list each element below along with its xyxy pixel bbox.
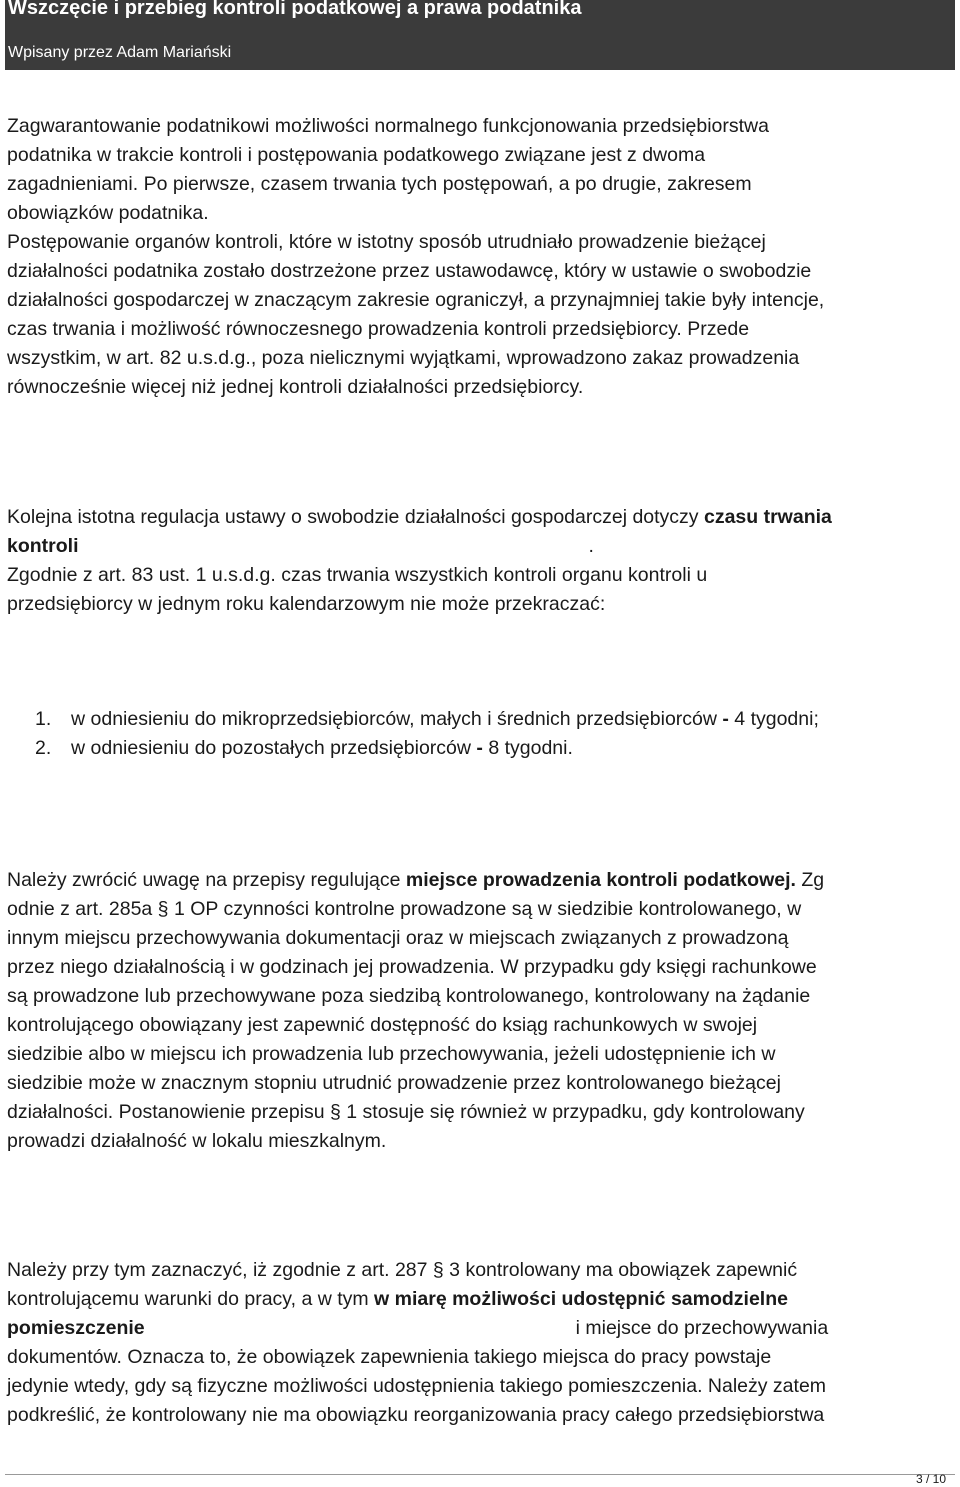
bold-phrase: czasu trwania [703, 506, 832, 528]
text-run: Zg [795, 869, 825, 891]
text-line: podkreślić, że kontrolowany nie ma obowiązku reorganizowania pracy całego przedsiębiorstwa [7, 1404, 825, 1426]
text-line: przedsiębiorcy w jednym roku kalendarzowym nie może przekraczać: [7, 593, 606, 615]
text-line [7, 866, 955, 895]
text-run: Należy zwrócić uwagę na przepisy regulujące [7, 869, 406, 891]
text-line: działalności gospodarczej w znaczącym zakresie ograniczył, a przynajmniej takie były intencje, [7, 289, 825, 311]
text-line [7, 1314, 955, 1343]
paragraph-place [7, 866, 955, 1156]
list-text: w odniesieniu do pozostałych przedsiębiorców [71, 737, 477, 759]
bold-phrase: miejsce prowadzenia kontroli podatkowej. [405, 869, 796, 891]
text-run: . [588, 535, 594, 557]
text-line [7, 1285, 955, 1314]
text-run: i miejsce do przechowywania [575, 1317, 829, 1339]
text-line [7, 532, 955, 561]
text-line: działalności. Postanowienie przepisu § 1 stosuje się również w przypadku, gdy kontrolowany [7, 1101, 805, 1123]
text-line: siedzibie może w znacznym stopniu utrudnić prowadzenie przez kontrolowanego bieżącej [7, 1072, 781, 1094]
text-line: Należy przy tym zaznaczyć, iż zgodnie z art. 287 § 3 kontrolowany ma obowiązek zapewnić [7, 1259, 798, 1281]
text-line: czas trwania i możliwość równoczesnego prowadzenia kontroli przedsiębiorcy. Przede [7, 318, 750, 340]
paragraph-workspace [7, 1256, 955, 1430]
text-line: wszystkim, w art. 82 u.s.d.g., poza nielicznymi wyjątkami, wprowadzono zakaz prowadzenia [7, 347, 800, 369]
text-line: prowadzi działalność w lokalu mieszkalnym. [7, 1130, 387, 1152]
list-number: 2. [35, 737, 52, 759]
text-line: Zgodnie z art. 83 ust. 1 u.s.d.g. czas trwania wszystkich kontroli organu kontroli u [7, 564, 708, 586]
text-line: podatnika w trakcie kontroli i postępowania podatkowego związane jest z dwoma [7, 144, 706, 166]
footer-divider [5, 1474, 955, 1475]
text-line: kontrolującego obowiązany jest zapewnić dostępność do ksiąg rachunkowych w swojej [7, 1014, 758, 1036]
text-line [7, 503, 955, 532]
text-line: działalności podatnika zostało dostrzeżone przez ustawodawcę, który w ustawie o swobodzie [7, 260, 812, 282]
text-line: innym miejscu przechowywania dokumentacji oraz w miejscach związanych z prowadzoną [7, 927, 789, 949]
paragraph-intro [7, 112, 955, 402]
article-body [7, 112, 955, 1430]
list-number: 1. [35, 708, 52, 730]
text-line: dokumentów. Oznacza to, że obowiązek zapewnienia takiego miejsca do pracy powstaje [7, 1346, 772, 1368]
text-line: zagadnieniami. Po pierwsze, czasem trwania tych postępowań, a po drugie, zakresem [7, 173, 752, 195]
list-value: 8 tygodni. [482, 737, 573, 759]
text-line: odnie z art. 285a § 1 OP czynności kontrolne prowadzone są w siedzibie kontrolowanego, w [7, 898, 802, 920]
text-run: kontrolującemu warunki do pracy, a w tym [7, 1288, 375, 1310]
list-item [7, 734, 955, 763]
text-line: równocześnie więcej niż jednej kontroli działalności przedsiębiorcy. [7, 376, 584, 398]
bold-phrase: kontroli [7, 535, 79, 557]
bold-phrase: w miarę możliwości udostępnić samodzielne [374, 1288, 788, 1310]
text-line: jedynie wtedy, gdy są fizyczne możliwości udostępnienia takiego pomieszczenia. Należy zatem [7, 1375, 827, 1397]
text-line: Zagwarantowanie podatnikowi możliwości normalnego funkcjonowania przedsiębiorstwa [7, 115, 769, 137]
list-dash: - [722, 708, 729, 730]
list-item [7, 705, 955, 734]
text-line: siedzibie albo w miejscu ich prowadzenia lub przechowywania, jeżeli udostępnienie ich w [7, 1043, 776, 1065]
duration-limits-list [7, 705, 955, 763]
text-line: są prowadzone lub przechowywane poza siedzibą kontrolowanego, kontrolowany na żądanie [7, 985, 811, 1007]
bold-phrase: pomieszczenie [7, 1317, 145, 1339]
text-line: przez niego działalnością i w godzinach jej prowadzenia. W przypadku gdy księgi rachunkowe [7, 956, 817, 978]
list-text: w odniesieniu do mikroprzedsiębiorców, małych i średnich przedsiębiorców [71, 708, 723, 730]
article-title: Wszczęcie i przebieg kontroli podatkowej a prawa podatnika [8, 0, 582, 19]
page-number: 3 / 10 [915, 1472, 946, 1486]
text-line: obowiązków podatnika. [7, 202, 209, 224]
list-value: 4 tygodni; [728, 708, 819, 730]
page-header [5, 0, 955, 70]
paragraph-duration [7, 503, 955, 619]
article-byline: Wpisany przez Adam Mariański [8, 44, 232, 61]
text-run: Kolejna istotna regulacja ustawy o swobodzie działalności gospodarczej dotyczy [7, 506, 704, 528]
text-line: Postępowanie organów kontroli, które w istotny sposób utrudniało prowadzenie bieżącej [7, 231, 766, 253]
list-dash: - [476, 737, 483, 759]
